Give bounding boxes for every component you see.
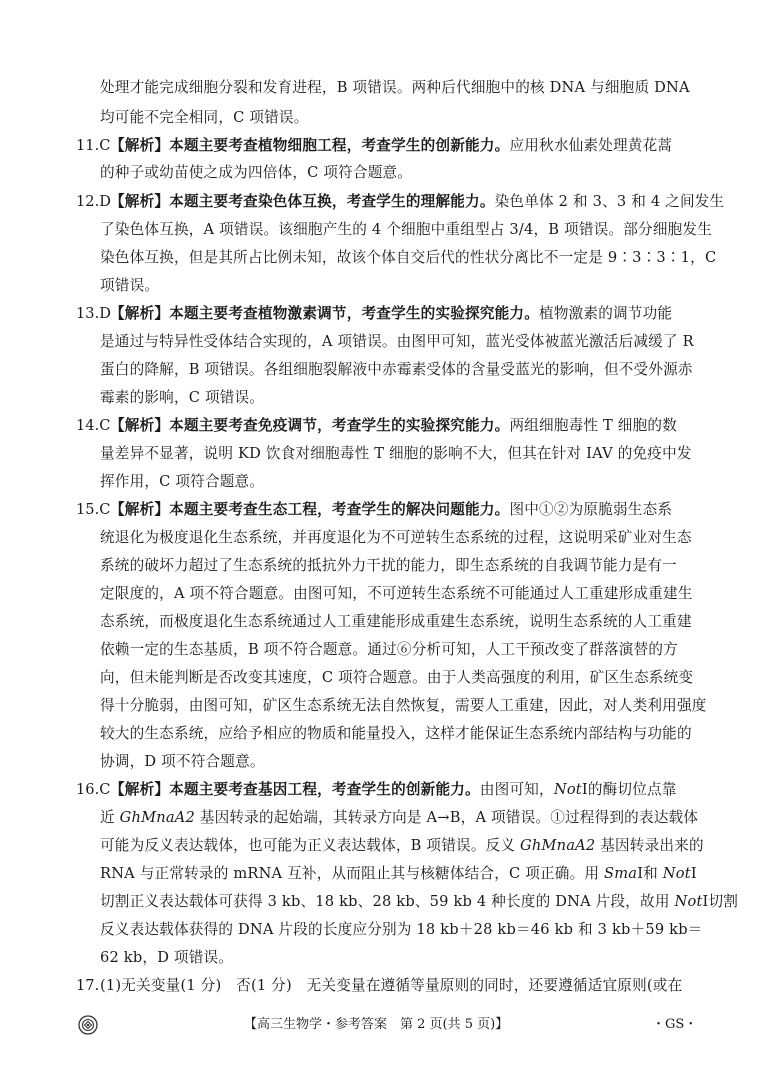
line-text: 了染色体互换，A 项错误。该细胞产生的 4 个细胞中重组型占 3/4，B 项错误。部分细胞发生 xyxy=(100,221,713,238)
line-text: 蛋白的降解，B 项错误。各组细胞裂解液中赤霉素受体的含量受蓝光的影响，但不受外源赤 xyxy=(100,361,693,378)
text-line xyxy=(100,556,677,576)
line-text: 协调，D 项不符合题意。 xyxy=(100,753,265,770)
question-number: 13.D xyxy=(76,305,111,322)
publisher-seal-icon xyxy=(78,1015,98,1035)
text-line xyxy=(100,948,233,968)
italic-term: GhMnaA2 xyxy=(520,837,596,854)
line-text: 染色单体 2 和 3、3 和 4 之间发生 xyxy=(494,193,725,210)
analysis-heading: 【解析】本题主要考查染色体互换，考查学生的理解能力。 xyxy=(110,193,495,210)
line-text: 应用秋水仙素处理黄花蒿 xyxy=(509,137,673,154)
line-text: 霉素的影响，C 项错误。 xyxy=(100,389,265,406)
italic-term: Not xyxy=(553,781,582,798)
question-line xyxy=(100,976,682,996)
analysis-heading: 【解析】本题主要考查生态工程，考查学生的解决问题能力。 xyxy=(110,501,510,518)
question-number: 15.C xyxy=(76,501,111,518)
text-line xyxy=(100,220,712,240)
line-text: 反义表达载体获得的 DNA 片段的长度应分别为 18 kb＋28 kb＝46 kb 和 3 kb＋59 kb＝ xyxy=(100,921,703,938)
text-line xyxy=(100,78,690,98)
text-line xyxy=(100,276,159,296)
line-text: 量差异不显著，说明 KD 饮食对细胞毒性 T 细胞的影响不大，但其在针对 IAV 的免疫中发 xyxy=(100,445,692,462)
question-line xyxy=(110,136,672,156)
text-line xyxy=(100,360,693,380)
text-line xyxy=(100,892,738,912)
question-line xyxy=(110,780,677,800)
question-number: 17. xyxy=(76,977,100,994)
line-text: 向，但未能判断是否改变其速度，C 项符合题意。由于人类高强度的利用，矿区生态系统变 xyxy=(100,669,694,686)
question-number: 16.C xyxy=(76,781,111,798)
question-line xyxy=(110,304,672,324)
question-number: 11.C xyxy=(76,137,111,154)
text-line xyxy=(100,836,704,856)
line-text: 处理才能完成细胞分裂和发育进程，B 项错误。两种后代细胞中的核 DNA 与细胞质 DNA xyxy=(100,79,690,96)
line-text: 项错误。 xyxy=(100,277,160,294)
line-text: RNA 与正常转录的 mRNA 互补，从而阻止其与核糖体结合，C 项正确。用 SmaⅠ和 NotⅠ xyxy=(100,865,697,882)
line-text: 挥作用，C 项符合题意。 xyxy=(100,473,265,490)
line-text: 图中①②为原脆弱生态系 xyxy=(509,501,673,518)
line-text: 是通过与特异性受体结合实现的，A 项错误。由图甲可知，蓝光受体被蓝光激活后减缓了 R xyxy=(100,333,694,350)
italic-term: Sma xyxy=(604,865,638,882)
line-text: 依赖一定的生态基质，B 项不符合题意。通过⑥分析可知，人工干预改变了群落演替的方 xyxy=(100,641,678,658)
text-line xyxy=(100,444,692,464)
italic-term: Not xyxy=(674,893,703,910)
line-text: 植物激素的调节功能 xyxy=(539,305,673,322)
analysis-heading: 【解析】本题主要考查基因工程，考查学生的创新能力。 xyxy=(110,781,480,798)
text-line xyxy=(100,668,693,688)
italic-term: GhMnaA2 xyxy=(119,809,195,826)
text-line xyxy=(100,332,694,352)
text-line xyxy=(100,640,678,660)
line-text: 态系统，而极度退化生态系统通过人工重建能形成重建生态系统，说明生态系统的人工重建 xyxy=(100,613,692,630)
text-line xyxy=(100,724,692,744)
line-text: 染色体互换，但是其所占比例未知，故该个体自交后代的性状分离比不一定是 9∶3∶3∶1，C xyxy=(100,249,717,266)
question-line xyxy=(110,416,677,436)
analysis-heading: 【解析】本题主要考查免疫调节，考查学生的实验探究能力。 xyxy=(110,417,510,434)
line-text: (1)无关变量(1 分) 否(1 分) 无关变量在遵循等量原则的同时，还要遵循适宜原则(或在 xyxy=(100,977,683,994)
line-text: 系统的破坏力超过了生态系统的抵抗外力干扰的能力，即生态系统的自我调节能力是有一 xyxy=(100,557,677,574)
text-line xyxy=(100,472,264,492)
text-line xyxy=(100,752,265,772)
line-text: 由图可知，NotⅠ的酶切位点靠 xyxy=(479,781,677,798)
line-text: 62 kb，D 项错误。 xyxy=(100,949,234,966)
line-text: 两组细胞毒性 T 细胞的数 xyxy=(509,417,677,434)
text-line xyxy=(100,696,707,716)
text-line xyxy=(100,584,693,604)
text-line xyxy=(100,248,716,268)
page-footer xyxy=(0,1012,764,1038)
text-line xyxy=(100,108,309,128)
analysis-heading: 【解析】本题主要考查植物激素调节，考查学生的实验探究能力。 xyxy=(110,305,540,322)
line-text: 的种子或幼苗使之成为四倍体，C 项符合题意。 xyxy=(100,164,413,181)
line-text: 切割正义表达载体可获得 3 kb、18 kb、28 kb、59 kb 4 种长度的 DNA 片段，故用 NotⅠ切割 xyxy=(100,893,739,910)
text-line xyxy=(100,163,412,183)
line-text: 均可能不完全相同，C 项错误。 xyxy=(100,109,309,126)
text-line xyxy=(100,808,698,828)
text-line xyxy=(100,528,692,548)
line-text: 统退化为极度退化生态系统，并再度退化为不可逆转生态系统的过程，这说明采矿业对生态 xyxy=(100,529,692,546)
text-line xyxy=(100,388,264,408)
text-line xyxy=(100,612,692,632)
footer-code: ・GS・ xyxy=(652,1017,698,1032)
line-text: 较大的生态系统，应给予相应的物质和能量投入，这样才能保证生态系统内部结构与功能的 xyxy=(100,725,692,742)
question-line xyxy=(110,192,724,212)
text-line xyxy=(100,920,703,940)
question-number: 14.C xyxy=(76,417,111,434)
line-text: 可能为反义表达载体，也可能为正义表达载体，B 项错误。反义 GhMnaA2 基因转录出来的 xyxy=(100,837,704,854)
line-text: 近 GhMnaA2 基因转录的起始端，其转录方向是 A→B，A 项错误。①过程得到的表达载体 xyxy=(100,809,699,826)
question-line xyxy=(110,500,672,520)
analysis-heading: 【解析】本题主要考查植物细胞工程，考查学生的创新能力。 xyxy=(110,137,510,154)
line-text: 定限度的，A 项不符合题意。由图可知，不可逆转生态系统不可能通过人工重建形成重建生 xyxy=(100,585,693,602)
line-text: 得十分脆弱，由图可知，矿区生态系统无法自然恢复，需要人工重建，因此，对人类利用强度 xyxy=(100,697,707,714)
text-line xyxy=(100,864,697,884)
footer-title: 【高三生物学・参考答案 第 2 页(共 5 页)】 xyxy=(244,1017,509,1032)
italic-term: Not xyxy=(662,865,691,882)
question-number: 12.D xyxy=(76,193,111,210)
